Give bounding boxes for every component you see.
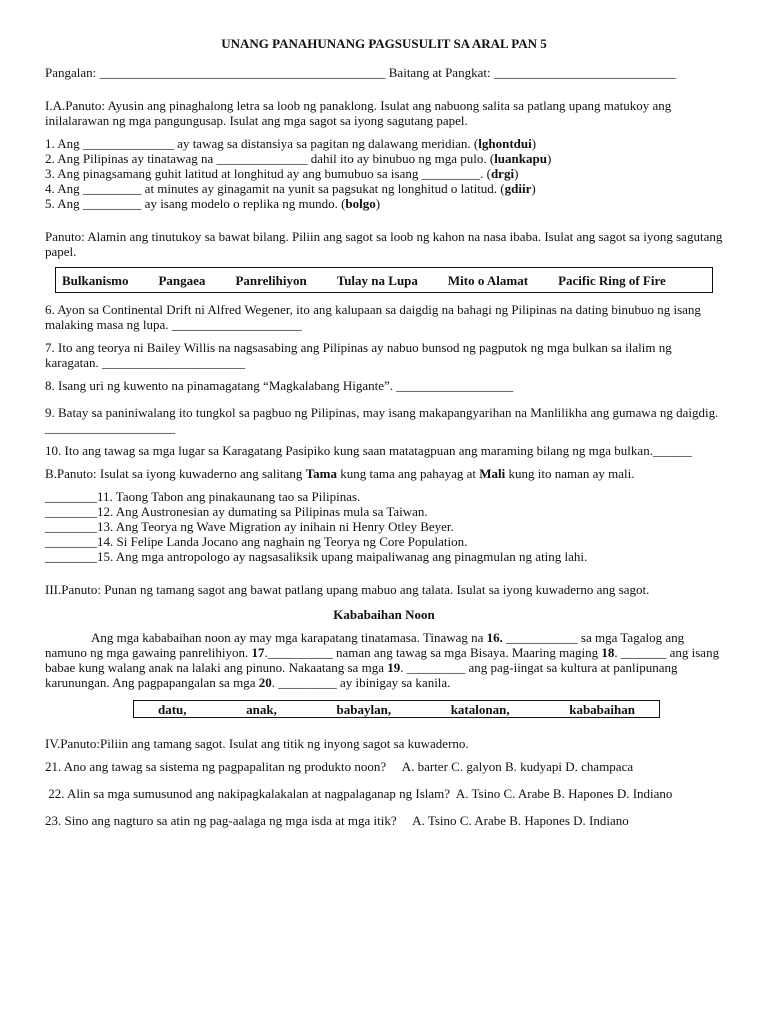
quiz-page: [45, 36, 723, 828]
question-10: 10. Ito ang tawag sa mga lugar sa Karagatang Pasipiko kung saan matatagpuan ang maraming bilang ng mga bulkan.______: [45, 443, 692, 458]
question-3: 3. Ang pinagsamang guhit latitud at longhitud ay ang bumubuo sa isang _________. (drgi): [45, 166, 519, 181]
choice-word: katalonan,: [450, 701, 510, 717]
question-7: 7. Ito ang teorya ni Bailey Willis na nagsasabing ang Pilipinas ay nabuo bunsod ng pagputok ng mga bulkan sa ilalim ng karagatan. ______________________: [45, 340, 672, 370]
choice-word: kababaihan: [569, 701, 635, 717]
question-12: ________12. Ang Austronesian ay dumating sa Pilipinas mula sa Taiwan.: [45, 504, 428, 519]
question-8: 8. Isang uri ng kuwento na pinamagatang “Magkalabang Higante”. __________________: [45, 378, 514, 393]
section3-instruction: B.Panuto: Isulat sa iyong kuwaderno ang salitang Tama kung tama ang pahayag at Mali kung ito naman ay mali.: [45, 466, 635, 481]
question-13: ________13. Ang Teorya ng Wave Migration ay inihain ni Henry Otley Beyer.: [45, 519, 454, 534]
choice-word: babaylan,: [336, 701, 392, 717]
section5-instruction: IV.Panuto:Piliin ang tamang sagot. Isulat ang titik ng inyong sagot sa kuwaderno.: [45, 736, 469, 751]
section2-instruction: Panuto: Alamin ang tinutukoy sa bawat bilang. Piliin ang sagot sa loob ng kahon na nasa ibaba. Isulat ang sagot sa iyong sagutang papel.: [45, 229, 723, 259]
passage-paragraph: Ang mga kababaihan noon ay may mga karapatang tinatamasa. Tinawag na 16. ___________ sa mga Tagalog ang namuno ng mga gawaing panrelihiyon. 17.__________ naman ang tawag sa mga Bisaya. Maaring maging 18. _______ ang isang babae kung walang anak na lalaki ang pinuno. Nakaatang sa mga 19. _________ ang pag-iingat sa kultura at panlipunang karunungan. Ang pagpapangalan sa mga 20. _________ ay ibinigay sa kanila.: [45, 630, 720, 690]
section4-instruction: III.Panuto: Punan ng tamang sagot ang bawat patlang upang mabuo ang talata. Isulat sa iyong kuwaderno ang sagot.: [45, 582, 650, 597]
question-11: ________11. Taong Tabon ang pinakaunang tao sa Pilipinas.: [45, 489, 361, 504]
name-line: Pangalan: ____________________________________________ Baitang at Pangkat: ____________________________: [45, 65, 676, 80]
choice-word: Pangaea: [158, 272, 206, 288]
section1-instruction: I.A.Panuto: Ayusin ang pinaghalong letra sa loob ng panaklong. Isulat ang nabuong salita sa patlang upang matukoy ang inilalarawan ng mga pangungusap. Isulat ang mga sagot sa iyong sagutang papel.: [45, 98, 672, 128]
choice-word: datu,: [158, 701, 187, 717]
choice-word: Mito o Alamat: [447, 272, 529, 288]
page-title: UNANG PANAHUNANG PAGSUSULIT SA ARAL PAN 5: [221, 36, 547, 51]
question-6: 6. Ayon sa Continental Drift ni Alfred Wegener, ito ang kalupaan sa daigdig na bahagi ng Pilipinas na dating binubuo ng isang malaking masa ng lupa. ____________________: [45, 302, 701, 332]
question-22: 22. Alin sa mga sumusunod ang nakipagkalakalan at nagpalaganap ng Islam? A. Tsino C. Arabe B. Hapones D. Indiano: [45, 786, 673, 801]
question-9: 9. Batay sa paniniwalang ito tungkol sa pagbuo ng Pilipinas, may isang makapangyarihan na Manlilikha ang gumawa ng daigdig. ____________________: [45, 405, 719, 435]
section1-items: [45, 136, 723, 211]
question-4: 4. Ang _________ at minutes ay ginagamit na yunit sa pagsukat ng longhitud o latitud. (gdiir): [45, 181, 536, 196]
choice-word: Tulay na Lupa: [336, 272, 418, 288]
question-5: 5. Ang _________ ay isang modelo o replika ng mundo. (bolgo): [45, 196, 381, 211]
question-1: 1. Ang ______________ ay tawag sa distansiya sa pagitan ng dalawang meridian. (lghontdui): [45, 136, 537, 151]
choice-word: Panrelihiyon: [235, 272, 307, 288]
question-14: ________14. Si Felipe Landa Jocano ang naghain ng Teorya ng Core Population.: [45, 534, 468, 549]
question-2: 2. Ang Pilipinas ay tinatawag na ______________ dahil ito ay binubuo ng mga pulo. (luankapu): [45, 151, 552, 166]
question-21: 21. Ano ang tawag sa sistema ng pagpapalitan ng produkto noon? A. barter C. galyon B. kudyapi D. champaca: [45, 759, 634, 774]
word-choices-box: [55, 267, 713, 293]
choice-word: Bulkanismo: [62, 272, 129, 288]
choice-word: Pacific Ring of Fire: [558, 272, 666, 288]
question-15: ________15. Ang mga antropologo ay nagsasaliksik upang maipaliwanag ang pinagmulan ng ating lahi.: [45, 549, 588, 564]
passage-choices-box: [133, 700, 660, 718]
question-23: 23. Sino ang nagturo sa atin ng pag-aalaga ng mga isda at mga itik? A. Tsino C. Arabe B. Hapones D. Indiano: [45, 813, 629, 828]
passage-title: Kababaihan Noon: [333, 607, 435, 622]
choice-word: anak,: [246, 701, 277, 717]
